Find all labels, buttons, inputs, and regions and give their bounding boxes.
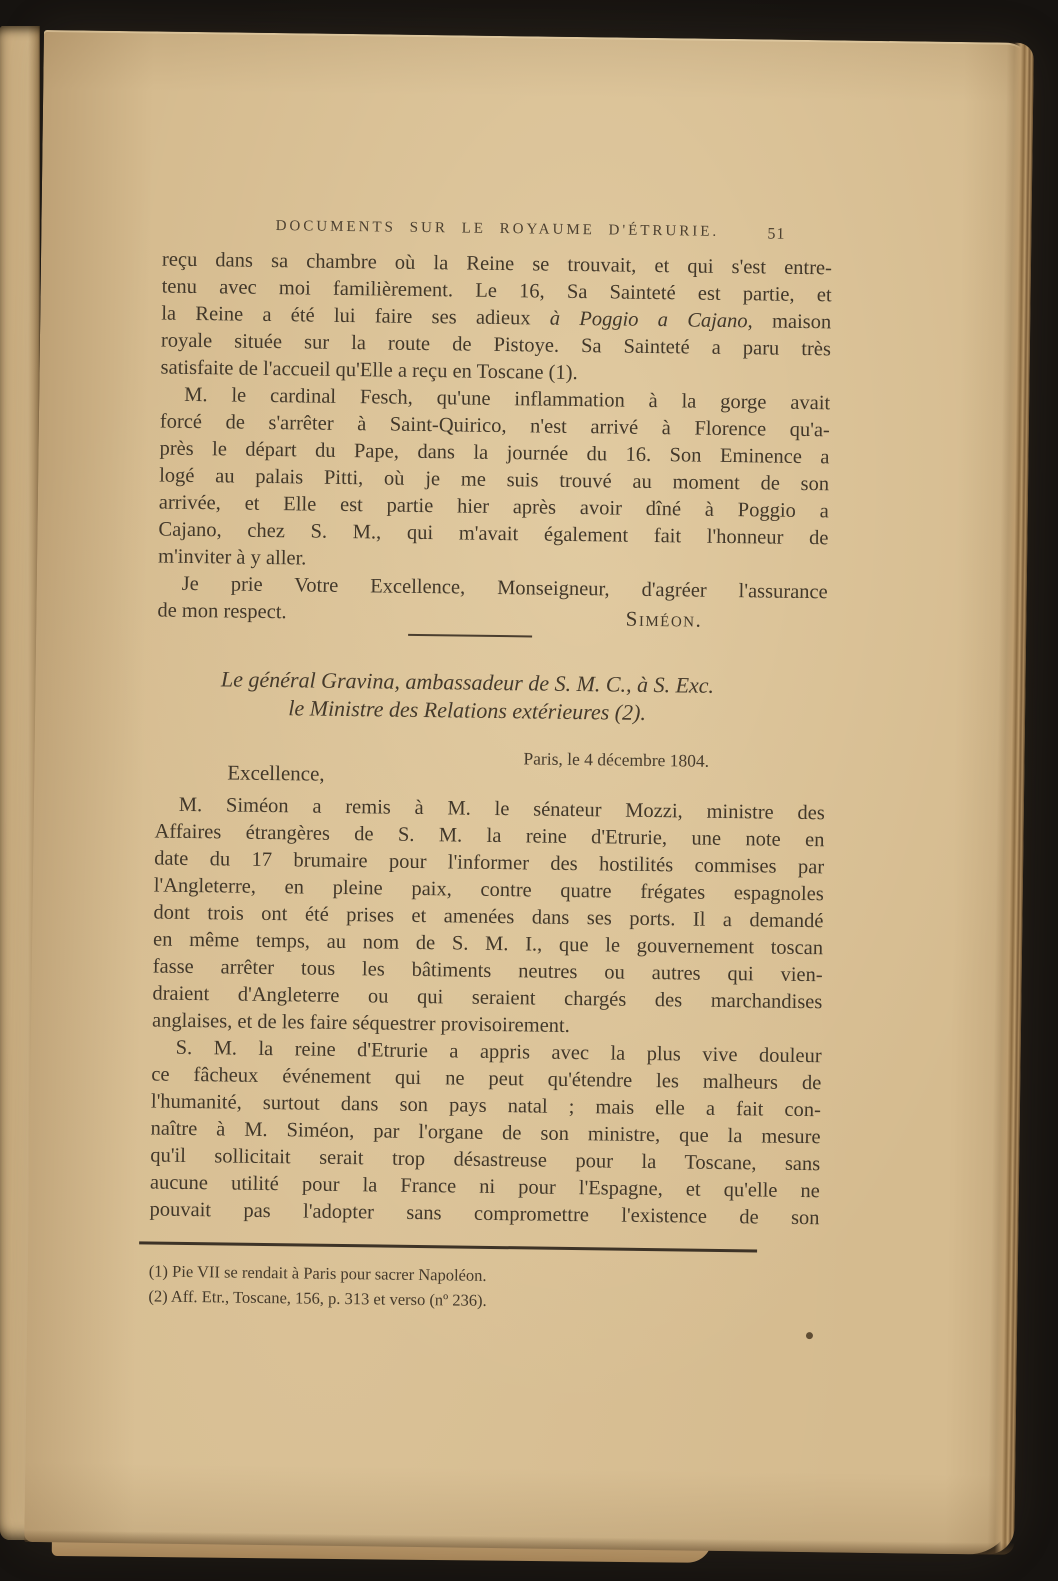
- text-line: satisfaite de l'accueil qu'Elle a reçu en Toscane (1).: [160, 356, 578, 385]
- signature-simeon: Siméon.: [625, 606, 703, 632]
- letter-heading-line-1: Le général Gravina, ambassadeur de S. M. C., à S. Exc.: [220, 666, 715, 698]
- salutation: Excellence,: [227, 760, 325, 786]
- text-line: Cajano, chez S. M., qui m'avait également fait l'honneur de: [158, 518, 829, 550]
- text-line: royale située sur la route de Pistoye. Sa Sainteté a paru très: [160, 329, 832, 361]
- book-page: [24, 30, 1034, 1555]
- text-line: l'Angleterre, en pleine paix, contre quatre frégates espagnoles: [153, 874, 824, 906]
- text-line: M. le cardinal Fesch, qu'une inflammation à la gorge avait: [184, 383, 831, 415]
- text-line: date du 17 brumaire pour l'informer des hostilités commises par: [154, 847, 825, 879]
- ink-speck: [806, 1332, 813, 1339]
- text-line: m'inviter à y aller.: [157, 545, 307, 570]
- text-line: reçu dans sa chambre où la Reine se trouvait, et qui s'est entre-: [161, 248, 833, 280]
- text-line: Je prie Votre Excellence, Monseigneur, d'agréer l'assurance: [181, 572, 828, 604]
- footnote-2: (2) Aff. Etr., Toscane, 156, p. 313 et verso (nº 236).: [148, 1286, 487, 1310]
- letter-heading: [132, 664, 803, 729]
- section-divider-rule: [408, 634, 532, 638]
- text-line: draient d'Angleterre ou qui seraient chargés des marchandises: [152, 982, 823, 1014]
- text-line: pouvait pas l'adopter sans compromettre l'existence de son: [149, 1198, 820, 1230]
- letter-heading-line-2: le Ministre des Relations extérieures (2).: [288, 695, 647, 725]
- text-line: anglaises, et de les faire séquestrer provisoirement.: [151, 1009, 570, 1037]
- text-line: logé au palais Pitti, où je me suis trouvé au moment de son: [159, 464, 830, 496]
- text-line: fasse arrêter tous les bâtiments neutres ou autres qui vien-: [152, 955, 823, 987]
- text-line: en même temps, au nom de S. M. I., que le gouvernement toscan: [152, 928, 824, 960]
- text-line: la Reine a été lui faire ses adieux à Poggio a Cajano, maison: [161, 302, 832, 334]
- text-line: M. Siméon a remis à M. le sénateur Mozzi, ministre des: [178, 793, 825, 825]
- text-line: forcé de s'arrêter à Saint-Quirico, n'est arrivé à Florence qu'a-: [159, 410, 830, 442]
- text-line: l'humanité, surtout dans son pays natal ; mais elle a fait con-: [150, 1090, 822, 1122]
- text-line: Affaires étrangères de S. M. la reine d'Etrurie, une note en: [154, 820, 825, 852]
- text-line: aucune utilité pour la France ni pour l'Espagne, et qu'elle ne: [149, 1171, 821, 1203]
- text-line: S. M. la reine d'Etrurie a appris avec la plus vive douleur: [175, 1036, 822, 1068]
- text-line: près le départ du Pape, dans la journée du 16. Son Eminence a: [159, 437, 830, 469]
- page-number: 51: [767, 225, 786, 243]
- text-line: de mon respect.: [157, 599, 287, 624]
- dateline: Paris, le 4 décembre 1804.: [523, 748, 710, 771]
- text-line: ce fâcheux événement qui ne peut qu'étendre les malheurs de: [151, 1063, 822, 1095]
- running-head: DOCUMENTS SUR LE ROYAUME D'ÉTRURIE.: [275, 218, 720, 240]
- paragraph-simeon-closing: [157, 571, 828, 634]
- paragraph-simeon-2: [158, 382, 830, 580]
- text-line: dont trois ont été prises et amenées dans ses ports. Il a demandé: [153, 901, 824, 933]
- text-line: arrivée, et Elle est partie hier après avoir dîné à Poggio a: [158, 491, 829, 523]
- text-column: [147, 212, 832, 1381]
- paragraph-simeon-1: [160, 247, 832, 391]
- footnote-rule: [139, 1241, 757, 1252]
- text-line: naître à M. Siméon, par l'organe de son ministre, que la mesure: [150, 1117, 821, 1149]
- paragraph-gravina-1: [152, 792, 825, 1044]
- page-edge-right: [987, 43, 1034, 1555]
- text-line: tenu avec moi familièrement. Le 16, Sa Sainteté est partie, et: [161, 275, 832, 307]
- footnote-1: (1) Pie VII se rendait à Paris pour sacrer Napoléon.: [148, 1261, 487, 1285]
- paragraph-gravina-2: [149, 1034, 821, 1232]
- text-line: qu'il sollicitait serait trop désastreuse pour la Toscane, sans: [150, 1144, 821, 1176]
